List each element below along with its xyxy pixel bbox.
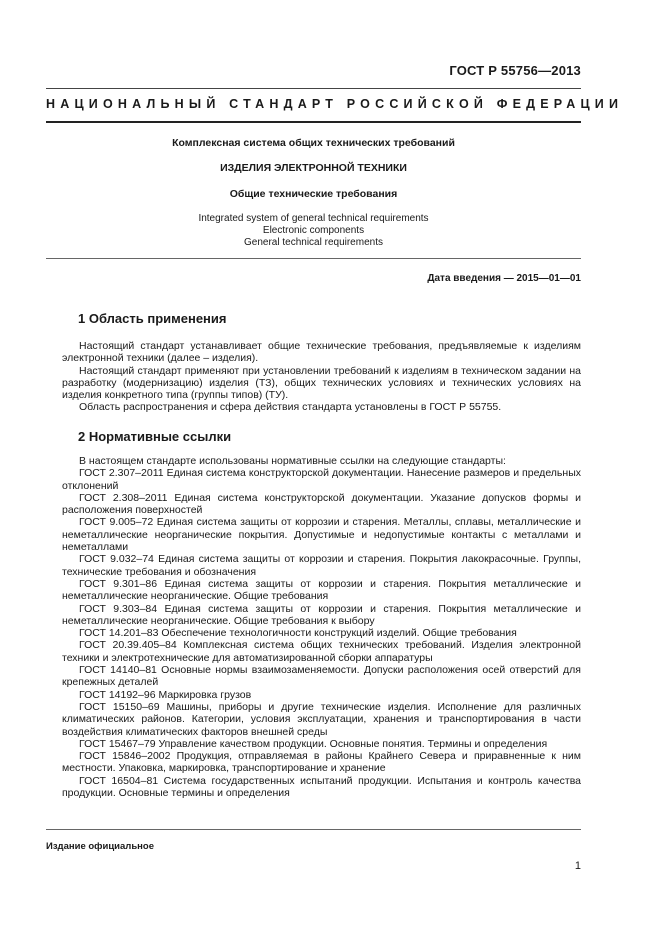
- reference-item: ГОСТ 15150–69 Машины, приборы и другие технические изделия. Исполнение для различных климатических районов. Категории, условия эксплуатации, хранения и транспортирования в части воздействия климатических факторов внешней среды: [62, 700, 581, 738]
- document-subtitle-ru: Общие технические требования: [229, 188, 398, 200]
- header-rule: [46, 88, 581, 89]
- reference-item: ГОСТ 15467–79 Управление качеством продукции. Основные понятия. Термины и определения: [79, 737, 548, 750]
- paragraph: Настоящий стандарт устанавливает общие технические требования, предъявляемые к изделиям электронной техники (далее – изделия).: [62, 340, 581, 365]
- reference-item: ГОСТ 14140–81 Основные нормы взаимозаменяемости. Допуски расположения осей отверстий для крепежных деталей: [62, 664, 581, 689]
- reference-item: ГОСТ 14.201–83 Обеспечение технологичности конструкций изделий. Общие требования: [79, 627, 517, 640]
- section-1-body: [62, 340, 581, 414]
- reference-item: ГОСТ 9.032–74 Единая система защиты от коррозии и старения. Покрытия лакокрасочные. Группы, технические требования и обозначения: [62, 553, 581, 578]
- national-standard-heading: НАЦИОНАЛЬНЫЙ СТАНДАРТ РОССИЙСКОЙ ФЕДЕРАЦИИ: [46, 97, 624, 111]
- paragraph: Настоящий стандарт применяют при установлении требований к изделиям в техническом задании на разработку (модернизацию) изделия (ТЗ), общих технических условиях и технических условиях на изделия конкретного типа (группы типов) (ТУ).: [62, 364, 581, 402]
- document-title-en: Electronic components: [262, 225, 365, 236]
- title-rule: [46, 258, 581, 259]
- document-subtitle-en: General technical requirements: [244, 237, 383, 248]
- reference-item: ГОСТ 9.301–86 Единая система защиты от коррозии и старения. Покрытия металлические и неметаллические неорганические. Общие требования: [62, 577, 581, 603]
- page-number: 1: [574, 860, 581, 872]
- section-2-body: [62, 455, 581, 799]
- reference-item: ГОСТ 9.005–72 Единая система защиты от коррозии и старения. Металлы, сплавы, металлические и неметаллические неорганические покрытия. Допустимые и недопустимые контакты с металлами и неметаллами: [62, 516, 581, 554]
- section-2-title: 2 Нормативные ссылки: [78, 429, 232, 444]
- reference-item: ГОСТ 2.308–2011 Единая система конструкторской документации. Указание допусков формы и расположения поверхностей: [62, 491, 581, 517]
- footer-rule: [46, 829, 581, 830]
- reference-item: ГОСТ 14192–96 Маркировка грузов: [79, 688, 252, 701]
- section-1-title: 1 Область применения: [78, 311, 227, 326]
- document-title-ru: ИЗДЕЛИЯ ЭЛЕКТРОННОЙ ТЕХНИКИ: [220, 162, 407, 174]
- reference-item: ГОСТ 16504–81 Система государственных испытаний продукции. Испытания и контроль качества продукции. Основные термины и определения: [62, 774, 581, 800]
- reference-item: ГОСТ 20.39.405–84 Комплексная система общих технических требований. Изделия электронной техники и электротехнические для автоматизированной сборки аппаратуры: [62, 639, 581, 664]
- official-edition-label: Издание официальное: [46, 841, 154, 852]
- reference-item: ГОСТ 2.307–2011 Единая система конструкторской документации. Нанесение размеров и предельных отклонений: [62, 467, 581, 492]
- document-number: ГОСТ Р 55756—2013: [449, 63, 581, 78]
- paragraph: Область распространения и сфера действия стандарта установлены в ГОСТ Р 55755.: [79, 401, 502, 414]
- paragraph: В настоящем стандарте использованы нормативные ссылки на следующие стандарты:: [79, 455, 506, 467]
- reference-item: ГОСТ 9.303–84 Единая система защиты от коррозии и старения. Покрытия металлические и неметаллические неорганические. Общие требования к выбору: [62, 602, 581, 627]
- system-title-ru: Комплексная система общих технических требований: [172, 137, 455, 149]
- system-title-en: Integrated system of general technical requirements: [198, 213, 429, 224]
- reference-item: ГОСТ 15846–2002 Продукция, отправляемая в районы Крайнего Севера и приравненные к ним местности. Упаковка, маркировка, транспортирование и хранение: [62, 750, 581, 775]
- header-bold-rule: [46, 121, 581, 123]
- intro-date: Дата введения — 2015—01—01: [427, 273, 581, 284]
